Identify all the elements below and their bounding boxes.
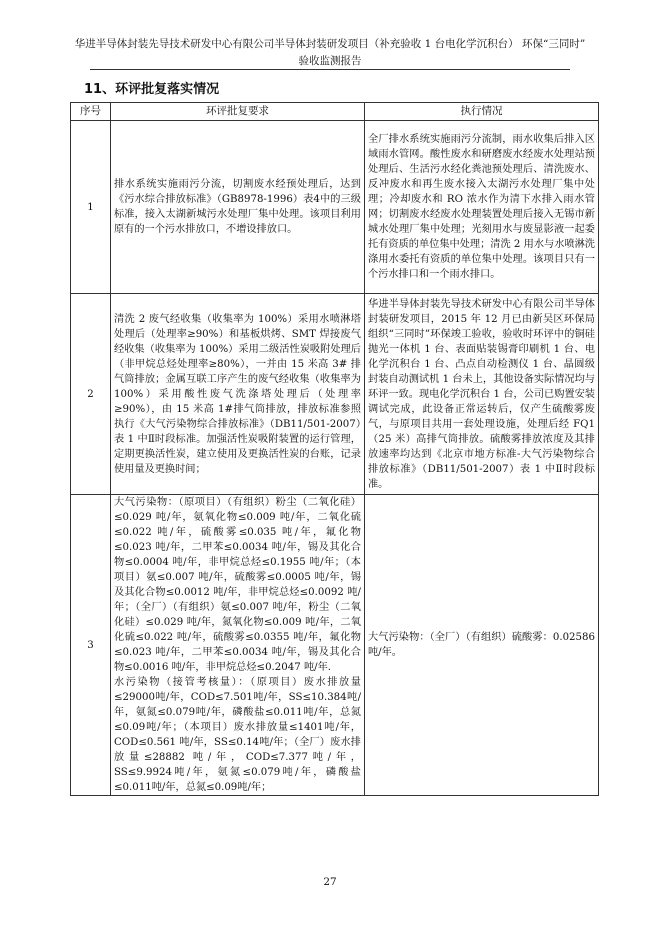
page-number: 27 bbox=[323, 876, 337, 888]
header-no: 序号 bbox=[71, 103, 111, 121]
air-pollutant-requirement: 大气污染物：（原项目）（有组织）粉尘（二氧化硅）≤0.029 吨/年，氨氧化物≤0.009 吨/年，二氧化硫≤0.022 吨/年，硫酸雾≤0.035 吨/年，氟化物≤0.023 吨/年，二甲苯≤0.0034 吨/年，锡及其化合物≤0.0004 吨/年，非甲烷总烃≤0.1955 吨/年；（本项目）氨≤0.007 吨/年，硫酸雾≤0.0005 吨/年，锡及其化合物≤0.0012 吨/年，非甲烷总烃≤0.0092 吨/年；（全厂）（有组织）氨≤0.007 吨/年，粉尘（二氧化硅）≤0.029 吨/年，氮氧化物≤0.009 吨/年，二氧化硫≤0.022 吨/年，硫酸雾≤0.0355 吨/年，氟化物≤0.023 吨/年，二甲苯≤0.0034 吨/年，锡及其化合物≤0.0016 吨/年，非甲烷总烃≤0.2047 吨/年. bbox=[114, 497, 361, 673]
table-row bbox=[71, 294, 599, 495]
row-number: 2 bbox=[71, 294, 111, 495]
approval-table bbox=[70, 102, 599, 796]
water-pollutant-requirement: 水污染物（接管考核量）：（原项目）废水排放量≤29000吨/年，COD≤7.501吨/年，SS≤10.384吨/年，氨氮≤0.079吨/年，磷酸盐≤0.011吨/年，总氮≤0.09吨/年；（本项目）废水排放量≤1401吨/年，COD≤0.561 吨/年，SS≤0.14吨/年；（全厂）废水排放量≤28882 吨/年，COD≤7.377吨/年，SS≤9.9924吨/年，氨氮≤0.079吨/年，磷酸盐≤0.011吨/年，总氮≤0.09吨/年； bbox=[114, 677, 361, 793]
requirement-cell bbox=[111, 495, 365, 796]
header-divider bbox=[90, 69, 570, 70]
execution-cell: 华进半导体封装先导技术研发中心有限公司半导体封装研发项目，2015 年 12 月已由新吴区环保局组织“三同时”环保竣工验收，验收时环评中的铜硅抛光一体机 1 台、表面贴装锡膏印刷机 1 台、电化学沉积台 1 台、凸点自动检测仪 1 台、晶圆级封装自动测试机 1 台未上，其他设备实际情况均与环评一致。现电化学沉积台 1 台，公司已购置安装调试完成，此设备正常运转后，仅产生硫酸雾废气，与原项目共用一套处理设施，处理后经 FQ1（25 米）高排气筒排放。硫酸雾排放浓度及其排放速率均达到《北京市地方标准-大气污染物综合排放标准》（DB11/501-2007）表 1 中Ⅱ时段标准。 bbox=[365, 294, 599, 495]
requirement-cell: 排水系统实施雨污分流，切割废水经预处理后，达到《污水综合排放标准》（GB8978-1996）表4中的三级标准，接入太湖新城污水处理厂集中处理。该项目利用原有的一个污水排放口，不增设排放口。 bbox=[111, 121, 365, 294]
requirement-cell: 清洗 2 废气经收集（收集率为 100%）采用水喷淋塔处理后（处理率≥90%）和基板烘烤、SMT 焊接废气经收集（收集率为 100%）采用二级活性炭吸附处理后（非甲烷总烃处理率≥80%），一并由 15 米高 3# 排气筒排放；金属互联工序产生的废气经收集（收集率为 100%）采用酸性废气洗涤塔处理后（处理率≥90%），由 15 米高 1#排气筒排放，排放标准参照执行《大气污染物综合排放标准》（DB11/501-2007）表 1 中Ⅱ时段标准。加强活性炭吸附装置的运行管理，定期更换活性炭，建立使用及更换活性炭的台账，记录使用量及更换时间； bbox=[111, 294, 365, 495]
page-header bbox=[60, 36, 600, 70]
table-row bbox=[71, 495, 599, 796]
table-header-row bbox=[71, 103, 599, 121]
header-line-1: 华进半导体封装先导技术研发中心有限公司半导体封装研发项目（补充验收 1 台电化学沉积台） 环保“三同时” bbox=[74, 38, 586, 50]
row-number: 3 bbox=[71, 495, 111, 796]
row-number: 1 bbox=[71, 121, 111, 294]
header-line-2: 验收监测报告 bbox=[298, 55, 362, 67]
execution-cell: 全厂排水系统实施雨污分流制，雨水收集后排入区域雨水管网。酸性废水和研磨废水经废水处理站预处理后、生活污水经化粪池预处理后、清洗废水、反冲废水和再生废水接入太湖污水处理厂集中处理；冷却废水和 RO 浓水作为清下水排入雨水管网；切割废水经废水处理装置处理后接入无锡市新城水处理厂集中处理；光刻用水与废显影液一起委托有资质的单位集中处理；清洗 2 用水与水喷淋洗涤用水委托有资质的单位集中处理。该项目只有一个污水排口和一个雨水排口。 bbox=[365, 121, 599, 294]
section-title: 11、环评批复落实情况 bbox=[84, 82, 220, 97]
header-requirement: 环评批复要求 bbox=[111, 103, 365, 121]
table-row bbox=[71, 121, 599, 294]
header-execution: 执行情况 bbox=[365, 103, 599, 121]
execution-cell: 大气污染物：（全厂）（有组织）硫酸雾：0.02586 吨/年。 bbox=[365, 495, 599, 796]
